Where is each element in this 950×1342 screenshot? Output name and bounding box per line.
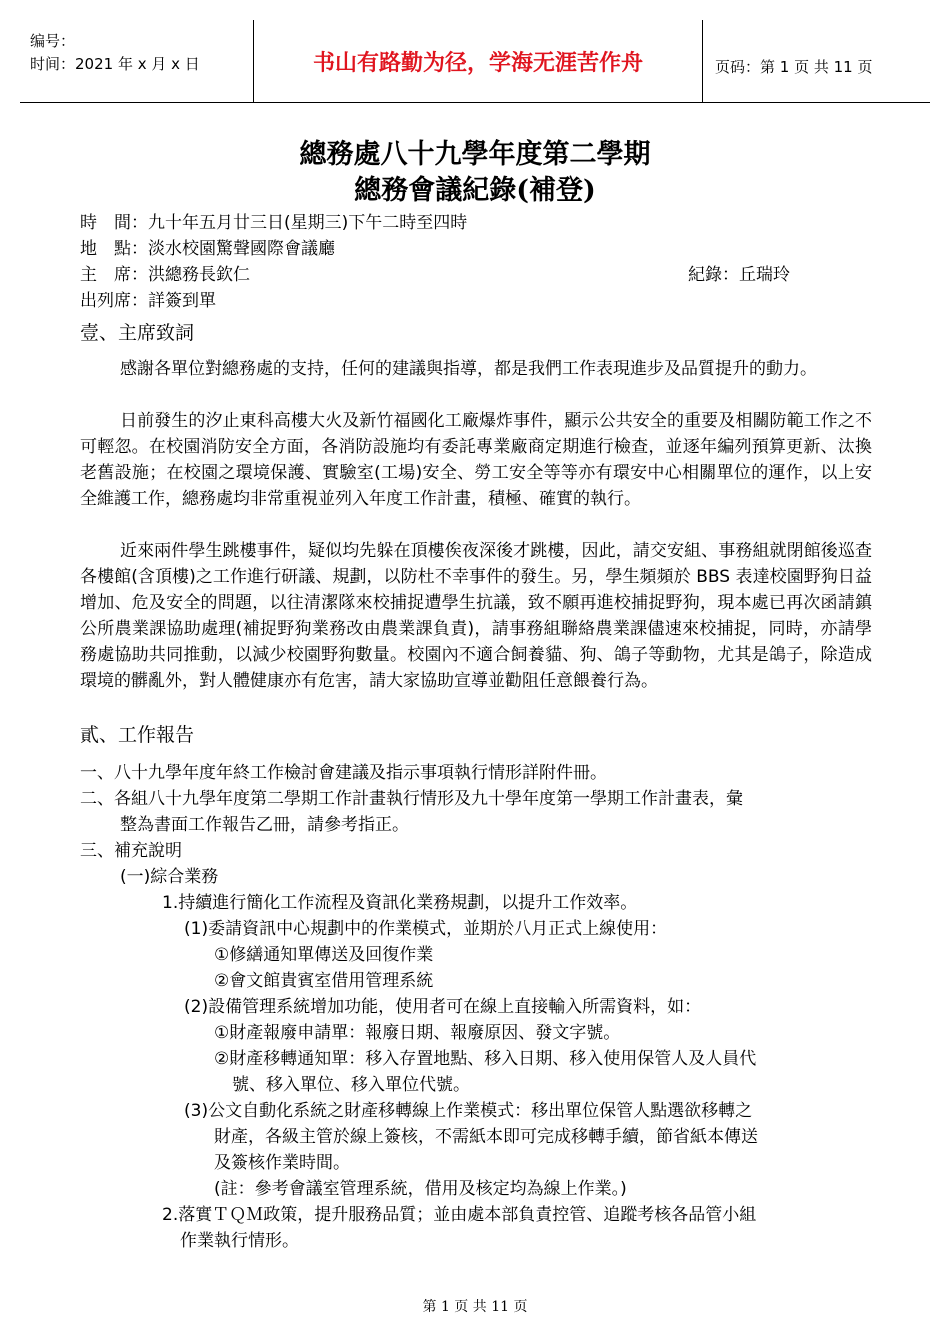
- document-title-line2: 總務會議紀錄(補登): [354, 175, 596, 206]
- section1-paragraph-2: 日前發生的汐止東科高樓大火及新竹福國化工廠爆炸事件，顯示公共安全的重要及相關防範工作之不可輕忽。在校園消防安全方面，各消防設施均有委託專業廠商定期進行檢查，並逐年編列預算更新、汰換老舊設施；在校園之環境保護、實驗室(工場)安全、勞工安全等等亦有環安中心相關單位的運作，以上安全維護工作，總務處均非常重視並列入年度工作計畫，積極、確實的執行。: [80, 411, 872, 509]
- header-page-label: 页码：第 1 页 共 11 页: [715, 58, 873, 76]
- report-item-2-line2: 整為書面工作報告乙冊，請參考指正。: [120, 815, 409, 835]
- point-2-line1: 2.落實ＴＱＭ政策，提升服務品質；並由處本部負責控管、追蹤考核各品管小組: [162, 1205, 757, 1225]
- section2-heading: 貳、工作報告: [80, 724, 195, 746]
- report-item-2-line1: 二、各組八十九學年度第二學期工作計畫執行情形及九十學年度第一學期工作計畫表，彙: [80, 789, 743, 809]
- meeting-time: 時 間：九十年五月廿三日(星期三)下午二時至四時: [80, 213, 468, 233]
- report-item-1: 一、八十九學年度年終工作檢討會建議及指示事項執行情形詳附件冊。: [80, 763, 607, 783]
- subsection-general-affairs: (一)綜合業務: [120, 867, 219, 887]
- point-1-2-b-line1: ②財產移轉通知單：移入存置地點、移入日期、移入使用保管人及人員代: [214, 1049, 757, 1069]
- point-1-1: (1)委請資訊中心規劃中的作業模式，並期於八月正式上線使用：: [184, 919, 668, 939]
- point-2-line2: 作業執行情形。: [180, 1231, 299, 1251]
- section1-paragraph-3: 近來兩件學生跳樓事件，疑似均先躲在頂樓俟夜深後才跳樓，因此，請交安組、事務組就閉館後巡查各樓館(含頂樓)之工作進行研議、規劃，以防杜不幸事件的發生。另，學生頻頻於 BBS 表達校園野狗日益增加、危及安全的問題，以往清潔隊來校捕捉遭學生抗議，致不願再進校捕捉野狗，現本處已再次函請鎮公所農業課協助處理(補捉野狗業務改由農業課負責)，請事務組聯絡農業課儘速來校捕捉，同時，亦請學務處協助共同推動，以減少校園野狗數量。校園內不適合飼養貓、狗、鴿子等動物，尤其是鴿子，除造成環境的髒亂外，對人體健康亦有危害，請大家協助宣導並勸阻任意餵養行為。: [80, 541, 872, 691]
- point-1-3-line3: 及簽核作業時間。: [214, 1153, 350, 1173]
- meeting-chair: 主 席：洪總務長欽仁: [80, 265, 250, 285]
- point-1-3-line2: 財產，各級主管於線上簽核，不需紙本即可完成移轉手續，節省紙本傳送: [214, 1127, 758, 1147]
- document-title-line1: 總務處八十九學年度第二學期: [299, 139, 651, 170]
- meeting-recorder: 紀錄：丘瑞玲: [688, 265, 790, 285]
- point-1-2-a: ①財產報廢申請單：報廢日期、報廢原因、發文字號。: [214, 1023, 621, 1043]
- document-number-label: 编号：: [30, 32, 76, 50]
- point-1-1-b: ②會文館貴賓室借用管理系統: [214, 971, 434, 991]
- meeting-attendees: 出列席：詳簽到單: [80, 291, 216, 311]
- point-1-2: (2)設備管理系統增加功能，使用者可在線上直接輸入所需資料，如：: [184, 997, 702, 1017]
- header-meta-cell: [20, 20, 253, 102]
- point-1-3-line1: (3)公文自動化系統之財產移轉線上作業模式：移出單位保管人點選欲移轉之: [184, 1101, 753, 1121]
- point-1-2-b-line2: 號、移入單位、移入單位代號。: [232, 1075, 470, 1095]
- report-item-3: 三、補充說明: [80, 841, 182, 861]
- section1-paragraph-1: 感謝各單位對總務處的支持，任何的建議與指導，都是我們工作表現進步及品質提升的動力。: [120, 359, 817, 379]
- document-time-label: 时间：2021 年 x 月 x 日: [30, 55, 200, 73]
- header-motto: 书山有路勤为径，学海无涯苦作舟: [253, 20, 703, 102]
- page-footer: 第 1 页 共 11 页: [422, 1299, 528, 1315]
- point-1: 1.持續進行簡化工作流程及資訊化業務規劃，以提升工作效率。: [162, 893, 638, 913]
- point-1-1-a: ①修繕通知單傳送及回復作業: [214, 945, 434, 965]
- section1-heading: 壹、主席致詞: [80, 322, 195, 344]
- point-1-3-note: (註：參考會議室管理系統，借用及核定均為線上作業。): [214, 1179, 627, 1199]
- meeting-place: 地 點：淡水校園驚聲國際會議廳: [80, 239, 335, 259]
- header-table: [20, 20, 930, 103]
